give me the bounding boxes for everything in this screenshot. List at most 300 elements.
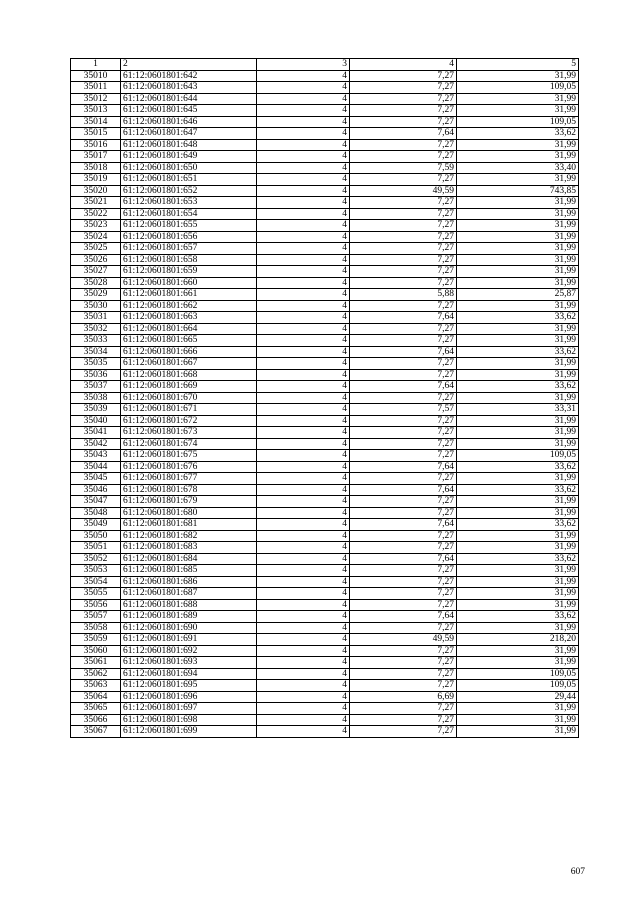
col-5-cell: 31,99 [457,369,579,381]
row-number-cell: 35027 [71,266,121,278]
col-5-cell: 33,62 [457,312,579,324]
row-number-cell: 35029 [71,289,121,301]
col-4-cell: 7,27 [350,197,457,209]
row-number-cell: 35053 [71,565,121,577]
cadastral-number-cell: 61:12:0601801:673 [121,427,257,439]
col-5-cell: 33,31 [457,404,579,416]
col-3-cell: 4 [257,645,350,657]
col-4-cell: 7,27 [350,392,457,404]
col-5-cell: 31,99 [457,105,579,117]
col-5-cell: 33,62 [457,346,579,358]
col-5-cell: 31,99 [457,438,579,450]
cadastral-number-cell: 61:12:0601801:698 [121,714,257,726]
row-number-cell: 35064 [71,691,121,703]
table-row [71,507,579,519]
col-3-cell: 4 [257,703,350,715]
col-5-cell: 25,87 [457,289,579,301]
cadastral-number-cell: 61:12:0601801:699 [121,726,257,738]
row-number-cell: 35050 [71,530,121,542]
row-number-cell: 35065 [71,703,121,715]
col-3-cell: 4 [257,668,350,680]
cadastral-number-cell: 61:12:0601801:688 [121,599,257,611]
col-3-cell: 4 [257,197,350,209]
cadastral-number-cell: 61:12:0601801:676 [121,461,257,473]
col-4-cell: 7,64 [350,484,457,496]
col-4-cell: 7,27 [350,657,457,669]
row-number-cell: 35035 [71,358,121,370]
cadastral-number-cell: 61:12:0601801:694 [121,668,257,680]
table-row [71,197,579,209]
table-row [71,438,579,450]
col-3-cell: 4 [257,243,350,255]
col-5-cell: 33,62 [457,381,579,393]
col-3-cell: 4 [257,588,350,600]
col-4-cell: 7,27 [350,703,457,715]
cadastral-number-cell: 61:12:0601801:653 [121,197,257,209]
col-5-cell: 31,99 [457,645,579,657]
col-4-cell: 7,27 [350,507,457,519]
cadastral-number-cell: 61:12:0601801:644 [121,93,257,105]
col-4-cell: 7,27 [350,473,457,485]
row-number-cell: 35031 [71,312,121,324]
cadastral-number-cell: 61:12:0601801:696 [121,691,257,703]
col-4-cell: 7,27 [350,82,457,94]
col-5-cell: 31,99 [457,266,579,278]
table-row [71,714,579,726]
row-number-cell: 35032 [71,323,121,335]
table-row [71,82,579,94]
table-row [71,599,579,611]
col-5-cell: 31,99 [457,703,579,715]
row-number-cell: 35047 [71,496,121,508]
cadastral-number-cell: 61:12:0601801:663 [121,312,257,324]
col-3-cell: 4 [257,473,350,485]
cadastral-number-cell: 61:12:0601801:646 [121,116,257,128]
col-3-cell: 4 [257,714,350,726]
table-row [71,277,579,289]
col-3-cell: 4 [257,519,350,531]
col-5-cell: 31,99 [457,70,579,82]
cadastral-number-cell: 61:12:0601801:654 [121,208,257,220]
col-3-cell: 4 [257,105,350,117]
col-3-cell: 4 [257,369,350,381]
table-body [71,70,579,737]
table-row [71,542,579,554]
col-3-cell: 4 [257,82,350,94]
row-number-cell: 35062 [71,668,121,680]
col-5-cell: 31,99 [457,335,579,347]
col-3-cell: 4 [257,231,350,243]
row-number-cell: 35022 [71,208,121,220]
col-3-cell: 4 [257,335,350,347]
col-3-cell: 4 [257,438,350,450]
cadastral-number-cell: 61:12:0601801:648 [121,139,257,151]
col-4-cell: 5,88 [350,289,457,301]
col-4-cell: 7,27 [350,714,457,726]
col-3-cell: 4 [257,622,350,634]
table-row [71,473,579,485]
cadastral-number-cell: 61:12:0601801:682 [121,530,257,542]
row-number-cell: 35044 [71,461,121,473]
table-row [71,530,579,542]
cadastral-number-cell: 61:12:0601801:642 [121,70,257,82]
cadastral-number-cell: 61:12:0601801:658 [121,254,257,266]
row-number-cell: 35028 [71,277,121,289]
col-5-cell: 31,99 [457,576,579,588]
row-number-cell: 35049 [71,519,121,531]
col-3-cell: 4 [257,680,350,692]
cadastral-number-cell: 61:12:0601801:685 [121,565,257,577]
cadastral-number-cell: 61:12:0601801:670 [121,392,257,404]
col-4-cell: 7,27 [350,415,457,427]
col-4-cell: 49,59 [350,185,457,197]
col-5-cell: 31,99 [457,599,579,611]
table-row [71,680,579,692]
col-5-cell: 33,40 [457,162,579,174]
data-table [70,58,579,738]
cadastral-number-cell: 61:12:0601801:647 [121,128,257,140]
col-4-cell: 7,64 [350,312,457,324]
row-number-cell: 35040 [71,415,121,427]
cadastral-number-cell: 61:12:0601801:645 [121,105,257,117]
col-5-cell: 31,99 [457,139,579,151]
table-row [71,105,579,117]
col-3-cell: 4 [257,611,350,623]
col-3-cell: 4 [257,139,350,151]
col-5-cell: 109,05 [457,668,579,680]
col-4-cell: 7,27 [350,231,457,243]
col-5-cell: 31,99 [457,415,579,427]
col-3-cell: 4 [257,530,350,542]
table-row [71,300,579,312]
row-number-cell: 35012 [71,93,121,105]
col-5-cell: 33,62 [457,461,579,473]
col-4-cell: 7,27 [350,139,457,151]
header-col-3: 3 [257,59,350,71]
cadastral-number-cell: 61:12:0601801:671 [121,404,257,416]
col-3-cell: 4 [257,461,350,473]
table-row [71,576,579,588]
row-number-cell: 35060 [71,645,121,657]
table-row [71,151,579,163]
col-3-cell: 4 [257,93,350,105]
row-number-cell: 35017 [71,151,121,163]
col-4-cell: 7,27 [350,70,457,82]
col-4-cell: 7,27 [350,208,457,220]
cadastral-number-cell: 61:12:0601801:691 [121,634,257,646]
table-row [71,565,579,577]
row-number-cell: 35034 [71,346,121,358]
col-5-cell: 29,44 [457,691,579,703]
col-5-cell: 109,05 [457,450,579,462]
cadastral-number-cell: 61:12:0601801:697 [121,703,257,715]
col-4-cell: 7,64 [350,519,457,531]
table-row [71,231,579,243]
row-number-cell: 35066 [71,714,121,726]
col-3-cell: 4 [257,427,350,439]
cadastral-number-cell: 61:12:0601801:652 [121,185,257,197]
col-3-cell: 4 [257,599,350,611]
col-5-cell: 33,62 [457,611,579,623]
table-row [71,369,579,381]
row-number-cell: 35030 [71,300,121,312]
row-number-cell: 35051 [71,542,121,554]
cadastral-number-cell: 61:12:0601801:667 [121,358,257,370]
col-4-cell: 7,27 [350,622,457,634]
row-number-cell: 35061 [71,657,121,669]
table-row [71,381,579,393]
col-4-cell: 7,27 [350,542,457,554]
col-3-cell: 4 [257,116,350,128]
col-4-cell: 49,59 [350,634,457,646]
cadastral-number-cell: 61:12:0601801:664 [121,323,257,335]
col-3-cell: 4 [257,496,350,508]
col-5-cell: 109,05 [457,82,579,94]
table-row [71,634,579,646]
col-3-cell: 4 [257,392,350,404]
header-row [71,59,579,71]
col-4-cell: 7,27 [350,450,457,462]
table-row [71,611,579,623]
row-number-cell: 35048 [71,507,121,519]
cadastral-number-cell: 61:12:0601801:695 [121,680,257,692]
row-number-cell: 35010 [71,70,121,82]
col-4-cell: 7,27 [350,266,457,278]
cadastral-number-cell: 61:12:0601801:690 [121,622,257,634]
table-row [71,657,579,669]
header-col-5: 5 [457,59,579,71]
table-row [71,116,579,128]
table-row [71,484,579,496]
table-row [71,254,579,266]
table-row [71,588,579,600]
cadastral-number-cell: 61:12:0601801:643 [121,82,257,94]
col-4-cell: 7,27 [350,438,457,450]
col-3-cell: 4 [257,277,350,289]
col-4-cell: 7,27 [350,300,457,312]
cadastral-number-cell: 61:12:0601801:660 [121,277,257,289]
cadastral-number-cell: 61:12:0601801:649 [121,151,257,163]
col-5-cell: 109,05 [457,116,579,128]
col-5-cell: 218,20 [457,634,579,646]
col-3-cell: 4 [257,484,350,496]
row-number-cell: 35013 [71,105,121,117]
col-5-cell: 31,99 [457,208,579,220]
row-number-cell: 35055 [71,588,121,600]
col-4-cell: 7,27 [350,105,457,117]
cadastral-number-cell: 61:12:0601801:672 [121,415,257,427]
col-4-cell: 7,64 [350,553,457,565]
cadastral-number-cell: 61:12:0601801:655 [121,220,257,232]
header-col-4: 4 [350,59,457,71]
col-3-cell: 4 [257,565,350,577]
col-5-cell: 31,99 [457,507,579,519]
row-number-cell: 35057 [71,611,121,623]
row-number-cell: 35045 [71,473,121,485]
row-number-cell: 35037 [71,381,121,393]
cadastral-number-cell: 61:12:0601801:650 [121,162,257,174]
col-4-cell: 7,27 [350,726,457,738]
col-3-cell: 4 [257,358,350,370]
col-5-cell: 31,99 [457,174,579,186]
col-4-cell: 7,64 [350,461,457,473]
col-4-cell: 7,27 [350,254,457,266]
cadastral-number-cell: 61:12:0601801:651 [121,174,257,186]
col-3-cell: 4 [257,576,350,588]
col-5-cell: 31,99 [457,358,579,370]
table-row [71,220,579,232]
col-5-cell: 33,62 [457,484,579,496]
table-row [71,208,579,220]
table-row [71,335,579,347]
col-3-cell: 4 [257,450,350,462]
table-row [71,496,579,508]
col-4-cell: 7,27 [350,116,457,128]
cadastral-number-cell: 61:12:0601801:659 [121,266,257,278]
col-4-cell: 7,27 [350,565,457,577]
col-4-cell: 7,27 [350,599,457,611]
col-5-cell: 31,99 [457,93,579,105]
cadastral-number-cell: 61:12:0601801:680 [121,507,257,519]
col-5-cell: 109,05 [457,680,579,692]
col-3-cell: 4 [257,726,350,738]
table-row [71,553,579,565]
table-row [71,174,579,186]
row-number-cell: 35036 [71,369,121,381]
col-4-cell: 7,57 [350,404,457,416]
cadastral-number-cell: 61:12:0601801:683 [121,542,257,554]
row-number-cell: 35039 [71,404,121,416]
col-3-cell: 4 [257,254,350,266]
table-row [71,185,579,197]
table-row [71,70,579,82]
col-3-cell: 4 [257,312,350,324]
col-4-cell: 7,27 [350,277,457,289]
row-number-cell: 35023 [71,220,121,232]
row-number-cell: 35058 [71,622,121,634]
col-3-cell: 4 [257,289,350,301]
col-5-cell: 33,62 [457,128,579,140]
cadastral-number-cell: 61:12:0601801:686 [121,576,257,588]
row-number-cell: 35011 [71,82,121,94]
header-col-2: 2 [121,59,257,71]
col-3-cell: 4 [257,553,350,565]
col-4-cell: 7,64 [350,128,457,140]
col-4-cell: 7,27 [350,243,457,255]
col-5-cell: 31,99 [457,220,579,232]
col-5-cell: 33,62 [457,519,579,531]
col-3-cell: 4 [257,162,350,174]
col-5-cell: 31,99 [457,714,579,726]
col-4-cell: 6,69 [350,691,457,703]
col-4-cell: 7,27 [350,335,457,347]
col-4-cell: 7,59 [350,162,457,174]
col-5-cell: 31,99 [457,726,579,738]
cadastral-number-cell: 61:12:0601801:656 [121,231,257,243]
col-3-cell: 4 [257,415,350,427]
table-row [71,668,579,680]
col-4-cell: 7,27 [350,530,457,542]
col-3-cell: 4 [257,657,350,669]
row-number-cell: 35018 [71,162,121,174]
table-row [71,243,579,255]
col-3-cell: 4 [257,542,350,554]
col-3-cell: 4 [257,634,350,646]
cadastral-number-cell: 61:12:0601801:665 [121,335,257,347]
col-5-cell: 31,99 [457,496,579,508]
col-4-cell: 7,27 [350,174,457,186]
table-row [71,404,579,416]
col-3-cell: 4 [257,266,350,278]
col-3-cell: 4 [257,220,350,232]
col-3-cell: 4 [257,151,350,163]
col-4-cell: 7,27 [350,427,457,439]
cadastral-number-cell: 61:12:0601801:662 [121,300,257,312]
col-4-cell: 7,27 [350,588,457,600]
cadastral-number-cell: 61:12:0601801:669 [121,381,257,393]
table-header [71,59,579,71]
col-3-cell: 4 [257,691,350,703]
row-number-cell: 35043 [71,450,121,462]
table-row [71,128,579,140]
row-number-cell: 35015 [71,128,121,140]
col-4-cell: 7,64 [350,611,457,623]
page-number: 607 [570,867,585,877]
table-row [71,461,579,473]
row-number-cell: 35014 [71,116,121,128]
col-5-cell: 31,99 [457,323,579,335]
col-3-cell: 4 [257,323,350,335]
col-5-cell: 743,85 [457,185,579,197]
col-4-cell: 7,27 [350,369,457,381]
col-5-cell: 31,99 [457,300,579,312]
col-3-cell: 4 [257,507,350,519]
table-row [71,427,579,439]
col-4-cell: 7,64 [350,381,457,393]
table-row [71,346,579,358]
col-4-cell: 7,27 [350,680,457,692]
table-row [71,323,579,335]
row-number-cell: 35016 [71,139,121,151]
cadastral-number-cell: 61:12:0601801:677 [121,473,257,485]
row-number-cell: 35021 [71,197,121,209]
col-4-cell: 7,64 [350,346,457,358]
cadastral-number-cell: 61:12:0601801:689 [121,611,257,623]
col-4-cell: 7,27 [350,323,457,335]
table-row [71,266,579,278]
col-5-cell: 31,99 [457,588,579,600]
col-5-cell: 31,99 [457,542,579,554]
col-4-cell: 7,27 [350,93,457,105]
cadastral-number-cell: 61:12:0601801:684 [121,553,257,565]
col-5-cell: 31,99 [457,254,579,266]
table-row [71,93,579,105]
table-row [71,519,579,531]
row-number-cell: 35059 [71,634,121,646]
col-5-cell: 31,99 [457,427,579,439]
col-5-cell: 31,99 [457,231,579,243]
table-row [71,392,579,404]
col-3-cell: 4 [257,70,350,82]
col-5-cell: 33,62 [457,553,579,565]
col-4-cell: 7,27 [350,668,457,680]
row-number-cell: 35024 [71,231,121,243]
col-3-cell: 4 [257,128,350,140]
table-row [71,691,579,703]
cadastral-number-cell: 61:12:0601801:693 [121,657,257,669]
col-5-cell: 31,99 [457,622,579,634]
row-number-cell: 35033 [71,335,121,347]
